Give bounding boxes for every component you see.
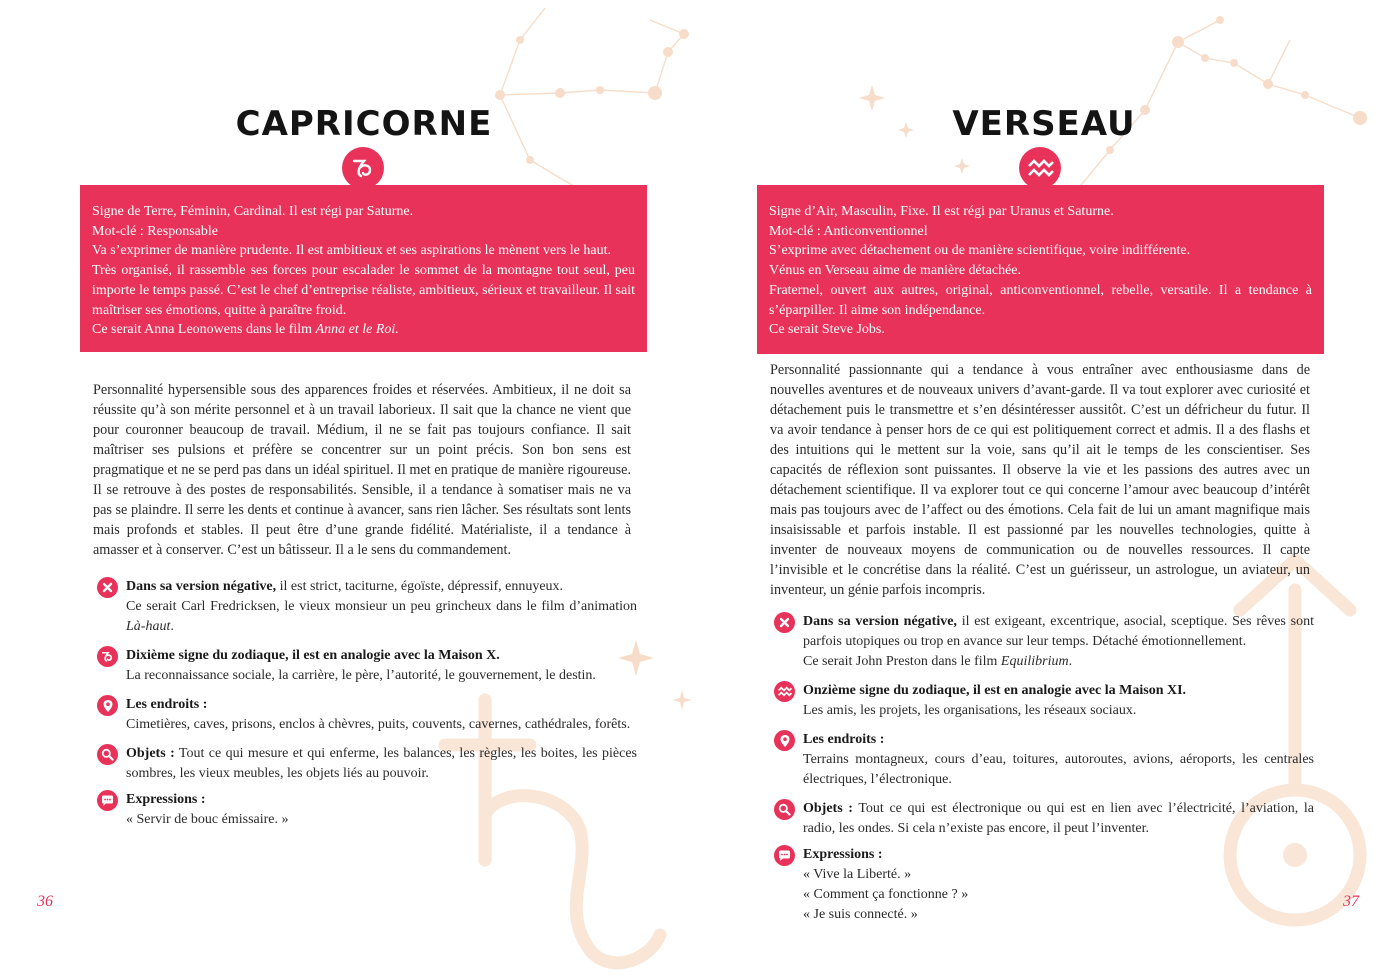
- summary-line: S’exprime avec détachement ou de manière scientifique, voire indifférente.: [769, 243, 1191, 259]
- sign-summary-box: [80, 185, 647, 352]
- summary-line: Mot-clé : Anticonventionnel: [769, 223, 928, 239]
- page-number: 36: [37, 893, 53, 910]
- summary-line: Fraternel, ouvert aux autres, original, anticonventionnel, rebelle, versatile. Il a tendance à s’éparpiller. Il aime son indépendance.: [769, 282, 1312, 318]
- summary-line: Très organisé, il rassemble ses forces pour escalader le sommet de la montagne tout seul, peu importe le temps passé. C’est le chef d’entreprise réaliste, ambitieux, sérieux et travailleur. Il sait maîtriser ses émotions, quitte à paraître froid.: [92, 263, 635, 318]
- magnifier-icon: [774, 799, 795, 820]
- info-list: [774, 612, 1314, 925]
- location-pin-icon: [774, 730, 795, 751]
- summary-line: Ce serait Anna Leonowens dans le film Anna et le Roi.: [92, 322, 399, 338]
- expressions-item: Expressions : « Servir de bouc émissaire. »: [97, 790, 637, 830]
- info-list: [97, 577, 637, 830]
- summary-line: Va s’exprimer de manière prudente. Il est ambitieux et ses aspirations le mènent vers le haut.: [92, 243, 611, 259]
- negative-version-item: Dans sa version négative, il est strict, taciturne, égoïste, dépressif, ennuyeux. Ce serait Carl Fredricksen, le vieux monsieur un peu grincheux dans le film d’animation Là-haut.: [97, 577, 637, 637]
- aquarius-symbol-icon: [1019, 147, 1061, 189]
- close-icon: [97, 577, 118, 598]
- right-page: [700, 0, 1400, 980]
- objects-item: Objets : Tout ce qui mesure et qui enferme, les balances, les règles, les boites, les pièces sombres, les vieux meubles, les objets liés au pouvoir.: [97, 744, 637, 784]
- expressions-item: Expressions : « Vive la Liberté. » « Comment ça fonctionne ? » « Je suis connecté. »: [774, 845, 1314, 925]
- negative-version-item: Dans sa version négative, il est exigeant, excentrique, asocial, sceptique. Ses rêves sont parfois utopiques ou trop en avance sur leur temps. Détaché émotionnellement. Ce serait John Preston dans le film Equilibrium.: [774, 612, 1314, 672]
- zodiac-sign-item: Dixième signe du zodiaque, il est en analogie avec la Maison X. La reconnaissance sociale, la carrière, le père, l’autorité, le gouvernement, le destin.: [97, 646, 637, 686]
- summary-line: Signe d’Air, Masculin, Fixe. Il est régi par Uranus et Saturne.: [769, 204, 1114, 219]
- magnifier-icon: [97, 744, 118, 765]
- aquarius-symbol-icon: [774, 681, 795, 702]
- summary-line: Signe de Terre, Féminin, Cardinal. Il est régi par Saturne.: [92, 204, 414, 219]
- personality-paragraph: Personnalité passionnante qui a tendance à vous entraîner avec enthousiasme dans de nouvelles aventures et de nouveaux univers d’avant-garde. Il va tout explorer avec curiosité et détachement puis le transmettre et s’en désintéresser aussitôt. C’est un défricheur du futur. Il va avoir tendance à penser hors de ce qui est politiquement correct et admis. Il a des flashs et des intuitions qui le mettent sur la voie, sans qu’il ait le temps de les conscientiser. Ses capacités de réflexion sont puissantes. Il observe la vie et les passions des autres avec un détachement scientifique. Il va explorer tout ce qui concerne l’amour avec beaucoup d’intérêt mais pas toujours avec de l’affect ou des émotions. Cela fait de lui un amant magnifique mais insaisissable et parfois instable. Il est passionné par les nouvelles technologies, quitte à inventer de nouveaux moyens de communication ou de nouvelles ressources. Il capte l’invisible et le concrétise dans la réalité. C’est un guérisseur, un astrologue, un aviateur, un inventeur, un génie parfois incompris.: [770, 362, 1310, 598]
- page-title: CAPRICORNE: [235, 104, 493, 144]
- speech-bubble-icon: [774, 845, 795, 866]
- summary-line: Vénus en Verseau aime de manière détachée.: [769, 263, 1022, 279]
- capricorn-symbol-icon: [97, 646, 118, 667]
- summary-line: Ce serait Steve Jobs.: [769, 322, 885, 338]
- page-number: 37: [1343, 893, 1359, 910]
- location-pin-icon: [97, 695, 118, 716]
- zodiac-sign-item: Onzième signe du zodiaque, il est en analogie avec la Maison XI. Les amis, les projets, les organisations, les réseaux sociaux.: [774, 681, 1314, 721]
- places-item: Les endroits : Terrains montagneux, cours d’eau, toitures, autoroutes, avions, aéroports, les centrales électriques, l’électronique.: [774, 730, 1314, 790]
- personality-paragraph: Personnalité hypersensible sous des apparences froides et réservées. Ambitieux, il ne doit sa réussite qu’à son mérite personnel et à un travail laborieux. Il sait que la chance ne vient que pour couronner beaucoup de travail. Médium, il ne se fait pas toujours confiance. Il sait maîtriser ses pulsions et préfère se concentrer sur un point précis. Son bon sens est pragmatique et ne se perd pas dans un idéal spirituel. Il met en pratique de manière rigoureuse. Il se retrouve à des postes de responsabilités. Sensible, il a tendance à somatiser mais ne va pas se plaindre. Il serre les dents et continue à avancer, sans rien lâcher. Ses résultats sont lents mais profonds et stables. Il peut être d’une grande fidélité. Matérialiste, il a tendance à amasser et à conserver. C’est un bâtisseur. Il a le sens du commandement.: [93, 382, 631, 558]
- speech-bubble-icon: [97, 790, 118, 811]
- capricorn-symbol-icon: [342, 147, 384, 189]
- close-icon: [774, 612, 795, 633]
- sign-summary-box: [757, 185, 1324, 354]
- page-title: VERSEAU: [952, 104, 1136, 144]
- objects-item: Objets : Tout ce qui est électronique ou qui est en lien avec l’électricité, l’aviation, la radio, les ondes. Si cela n’existe pas encore, il peut l’inventer.: [774, 799, 1314, 839]
- places-item: Les endroits : Cimetières, caves, prisons, enclos à chèvres, puits, couvents, cavernes, cathédrales, forêts.: [97, 695, 637, 735]
- summary-line: Mot-clé : Responsable: [92, 223, 218, 239]
